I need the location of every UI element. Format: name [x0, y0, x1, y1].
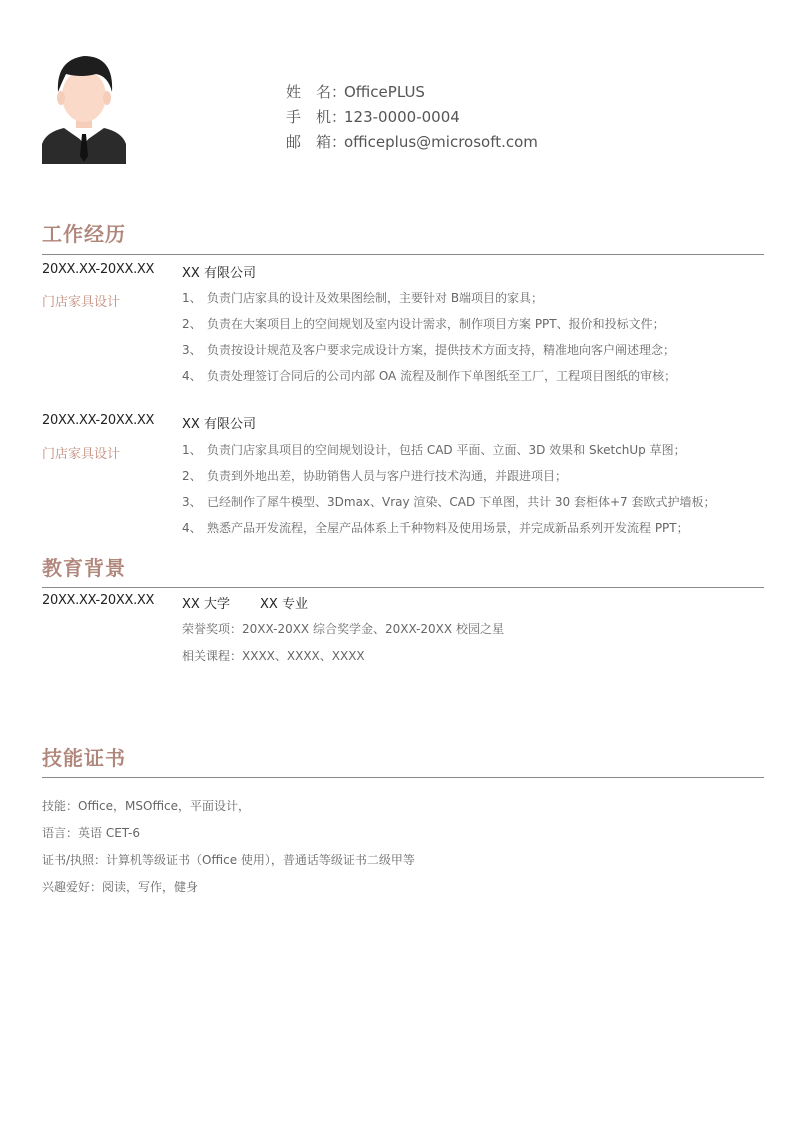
- list-item: 语言：英语 CET-6: [42, 826, 140, 840]
- item-text: 负责门店家具的设计及效果图绘制，主要针对 B端项目的家具；: [207, 291, 544, 305]
- name-row: [286, 80, 538, 105]
- education-honors: 荣誉奖项：20XX-20XX 综合奖学金、20XX-20XX 校园之星: [182, 622, 504, 636]
- work-divider: [42, 254, 764, 255]
- item-number: 4、: [182, 521, 202, 535]
- work-section-title: 工作经历: [42, 222, 126, 246]
- name-label: 姓 名：: [286, 83, 347, 101]
- item-text: 负责到外地出差，协助销售人员与客户进行技术沟通，并跟进项目；: [207, 469, 568, 483]
- job-1-period: 20XX.XX-20XX.XX: [42, 262, 155, 277]
- item-text: 负责处理签订合同后的公司内部 OA 流程及制作下单图纸至工厂，工程项目图纸的审核；: [207, 369, 677, 383]
- email-value[interactable]: officeplus@microsoft.com: [344, 133, 538, 151]
- item-text: 负责门店家具项目的空间规划设计，包括 CAD 平面、立面、3D 效果和 SketchUp 草图；: [207, 443, 686, 457]
- list-item: [182, 437, 764, 463]
- avatar: [42, 52, 126, 164]
- skills-list: [42, 793, 415, 901]
- skills-divider: [42, 777, 764, 778]
- list-item: [182, 285, 764, 311]
- contact-info: [286, 80, 538, 155]
- item-number: 2、: [182, 317, 202, 331]
- education-period: 20XX.XX-20XX.XX: [42, 593, 155, 608]
- list-item: [182, 489, 764, 515]
- job-1-items: [182, 285, 764, 389]
- phone-value: 123-0000-0004: [344, 108, 460, 126]
- item-text: 负责按设计规范及客户要求完成设计方案，提供技术方面支持，精准地向客户阐述理念；: [207, 343, 676, 357]
- education-divider: [42, 587, 764, 588]
- item-number: 2、: [182, 469, 202, 483]
- list-item: [182, 515, 764, 541]
- list-item: [182, 311, 764, 337]
- job-1-role: 门店家具设计: [42, 295, 121, 310]
- item-number: 4、: [182, 369, 202, 383]
- phone-label: 手 机：: [286, 108, 347, 126]
- job-2-company: XX 有限公司: [182, 417, 256, 432]
- item-text: 熟悉产品开发流程，全屋产品体系上千种物料及使用场景，并完成新品系列开发流程 PPT；: [207, 521, 689, 535]
- list-item: 证书/执照：计算机等级证书（Office 使用），普通话等级证书二级甲等: [42, 853, 415, 867]
- job-1-company: XX 有限公司: [182, 266, 256, 281]
- email-row: [286, 130, 538, 155]
- phone-row: [286, 105, 538, 130]
- list-item: 兴趣爱好：阅读，写作，健身: [42, 880, 199, 894]
- list-item: [182, 337, 764, 363]
- education-major: XX 专业: [260, 597, 308, 612]
- list-item: [182, 463, 764, 489]
- item-number: 3、: [182, 495, 202, 509]
- job-2-role: 门店家具设计: [42, 447, 121, 462]
- skills-section-title: 技能证书: [42, 746, 126, 770]
- education-section-title: 教育背景: [42, 556, 126, 580]
- job-2-period: 20XX.XX-20XX.XX: [42, 413, 155, 428]
- education-school: XX 大学: [182, 597, 230, 612]
- item-number: 1、: [182, 291, 202, 305]
- list-item: 技能：Office，MSOffice，平面设计，: [42, 799, 251, 813]
- education-courses: 相关课程：XXXX、XXXX、XXXX: [182, 649, 365, 663]
- list-item: [182, 363, 764, 389]
- item-text: 已经制作了犀牛模型、3Dmax、Vray 渲染、CAD 下单图，共计 30 套柜体+7 套欧式护墙板；: [207, 495, 716, 509]
- item-text: 负责在大案项目上的空间规划及室内设计需求，制作项目方案 PPT、报价和投标文件；: [207, 317, 665, 331]
- job-2-items: [182, 437, 764, 541]
- email-label: 邮 箱：: [286, 133, 347, 151]
- item-number: 1、: [182, 443, 202, 457]
- name-value: OfficePLUS: [344, 83, 425, 101]
- person-avatar-icon: [42, 52, 126, 164]
- item-number: 3、: [182, 343, 202, 357]
